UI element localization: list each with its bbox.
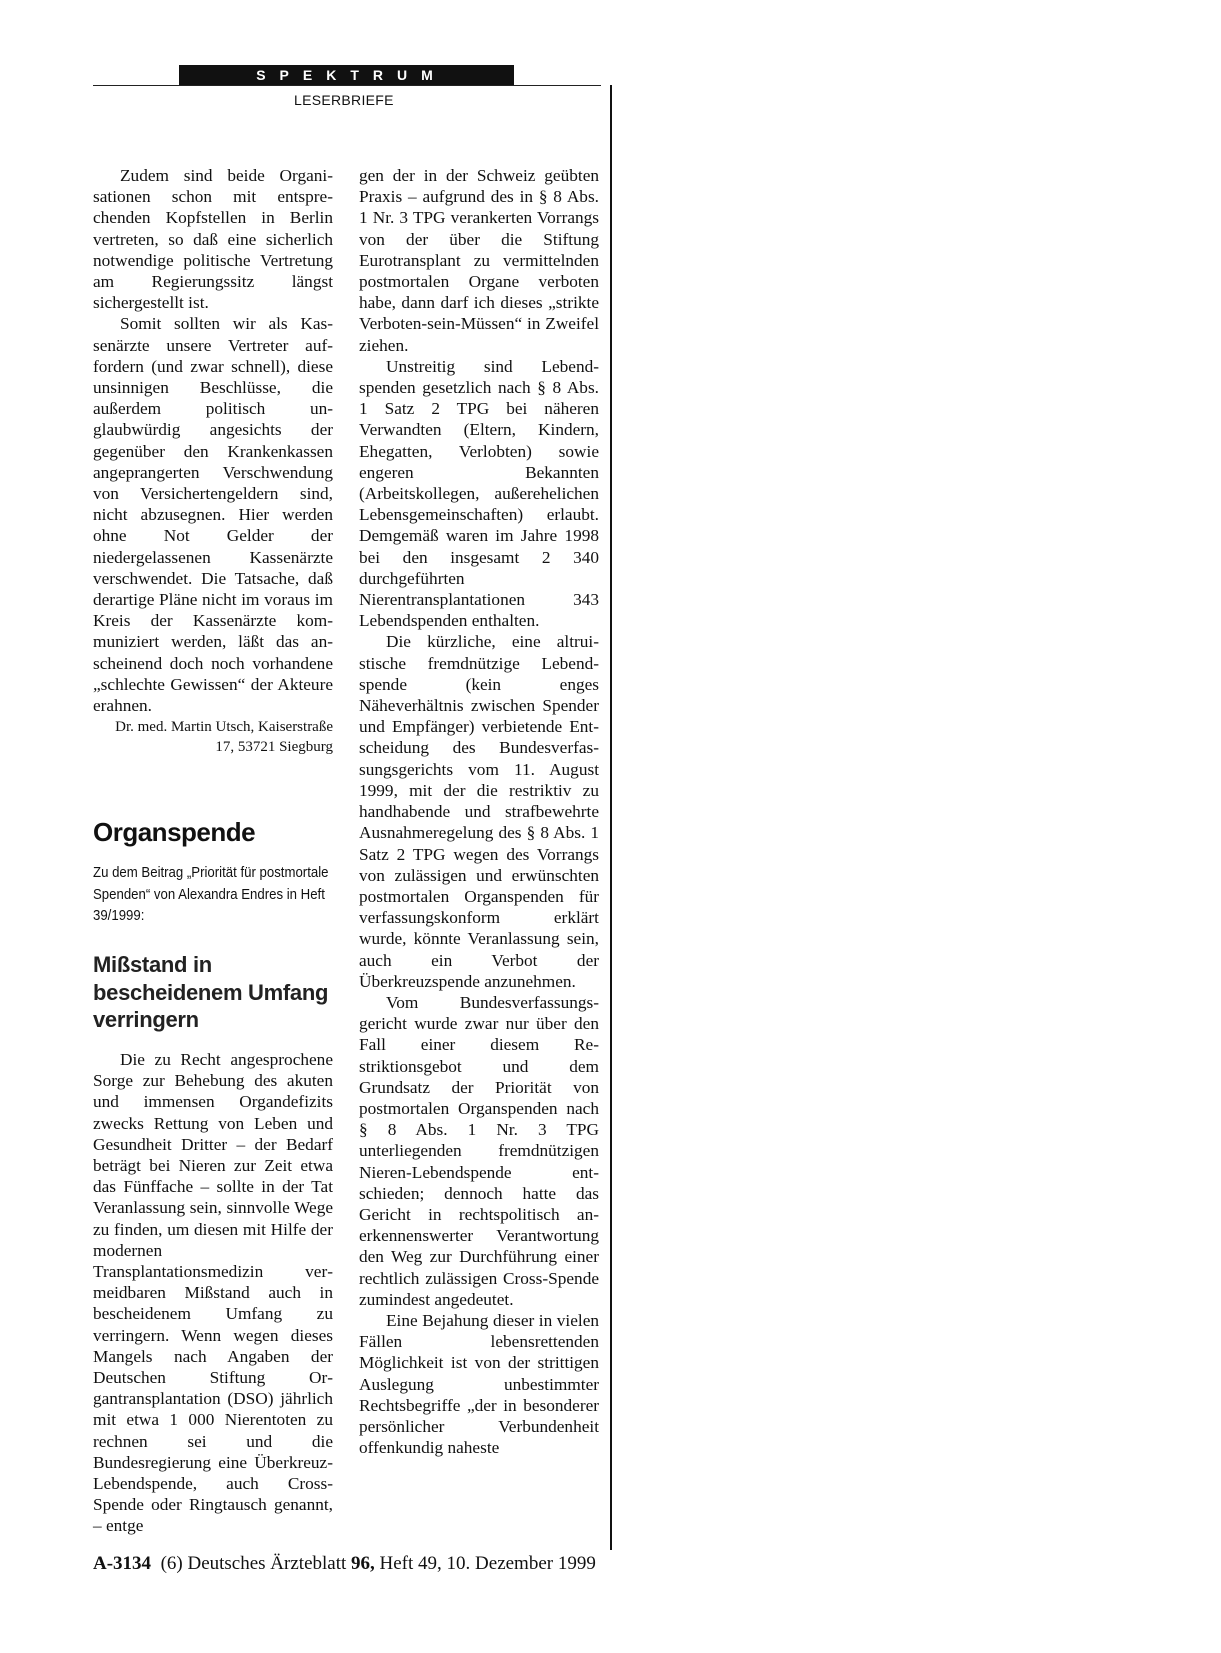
article-reference: Zu dem Beitrag „Priorität für postmortale Spenden“ von Alexandra Endres in Heft 39/1999: (93, 864, 329, 924)
paragraph: Zudem sind beide Organisationen schon mit entsprechenden Kopfstellen in Berlin vertreten, so daß eine sicherlich notwendige politische Vertretung am Regierungssitz längst sichergestellt ist. (93, 166, 333, 313)
section-header: SPEKTRUM (179, 65, 514, 85)
subsection-label: LESERBRIEFE (294, 92, 394, 108)
column-rule (610, 85, 612, 1550)
paragraph: Eine Bejahung dieser in vielen Fällen lebensrettenden Möglichkeit ist von der strittigen Auslegung unbestimmter Rechtsbegriffe „der in besonderer persönlicher Verbundenheit offenkundig naheste (359, 1310, 599, 1458)
left-column-bottom (93, 1049, 333, 1537)
paragraph: Somit sollten wir als Kassenärzte unsere Vertreter auffordern (und zwar schnell), diese unsinnigen Beschlüsse, die außerdem politisch unglaubwürdig angesichts der gegenüber den Krankenkassen angeprangerten Verschwendung von Versichertengeldern sind, nicht abzusegnen. Hier werden ohne Not Gelder der niedergelassenen Kassenärzte verschwendet. Die Tatsache, daß derartige Pläne nicht im voraus im Kreis der Kassenärzte kommuniziert werden, läßt das anscheinend doch noch vorhandene „schlechte Gewissen“ der Akteure erahnen. (93, 314, 333, 716)
header-rule (93, 85, 601, 86)
paragraph: Vom Bundesverfassungsgericht wurde zwar nur über den Fall einer diesem Restriktionsgebot und dem Grundsatz der Priorität von postmortalen Organspenden nach § 8 Abs. 1 Nr. 3 TPG unterliegenden fremdnützigen Nieren-Lebendspende entschieden; dennoch hatte das Gericht in rechtspolitisch anerkennenswerter Verantwortung den Weg zur Durchführung einer rechtlich zulässigen Cross-Spende zumindest angedeutet. (359, 992, 599, 1309)
volume: 96, (351, 1553, 375, 1574)
paragraph: Unstreitig sind Lebendspenden gesetzlich nach § 8 Abs. 1 Satz 2 TPG bei näheren Verwandten (Eltern, Kindern, Ehegatten, Verlobten) sowie engeren Bekannten (Arbeitskollegen, außerehelichen Lebensgemeinschaften) erlaubt. Demgemäß waren im Jahre 1998 bei den insgesamt 2 340 durchgeführten Nierentransplantationen 343 Lebendspenden enthalten. (359, 356, 599, 631)
page-number: (6) (160, 1553, 183, 1574)
letter-headline: Mißstand in bescheidenem Umfang verringern (93, 952, 329, 1032)
page-code: A-3134 (93, 1553, 152, 1574)
paragraph: Die kürzliche, eine altruistische fremdnützige Lebendspende (kein enges Näheverhältnis zwischen Spender und Empfänger) verbietende Entscheidung des Bundesverfassungsgerichts vom 11. August 1999, mit der die restriktiv zu handhabende und strafbewehrte Ausnahmeregelung des § 8 Abs. 1 Satz 2 TPG wegen des Vorrangs von zulässigen und erwünschten postmortalen Organspenden für verfassungskonform erklärt wurde, könnte Veranlassung sein, auch ein Verbot der Überkreuzspende anzunehmen. (359, 632, 599, 991)
page-footer (93, 1553, 596, 1575)
paragraph: gen der in der Schweiz geübten Praxis – aufgrund des in § 8 Abs. 1 Nr. 3 TPG verankerten Vorrangs von der über die Stiftung Eurotransplant zu vermittelnden postmortalen Organe verboten habe, dann darf ich dieses „strikte Verboten-sein-Müssen“ in Zweifel ziehen. (359, 166, 599, 355)
section-title: Organspende (93, 817, 256, 847)
right-column (359, 165, 599, 1458)
letter-signature: Dr. med. Martin Utsch, Kaiserstraße 17, 53721 Siegburg (115, 719, 333, 755)
issue-date: Heft 49, 10. Dezember 1999 (379, 1553, 596, 1574)
left-column-top (93, 165, 333, 757)
paragraph: Die zu Recht angesprochene Sorge zur Behebung des akuten und immensen Organdefizits zwecks Rettung von Leben und Gesundheit Dritter – der Bedarf beträgt bei Nieren zur Zeit etwa das Fünffache – sollte in der Tat Veranlassung sein, sinnvolle Wege zu finden, um diesen mit Hilfe der modernen Transplantationsmedizin vermeidbaren Mißstand auch in bescheidenem Umfang zu verringern. Wenn wegen dieses Mangels nach Angaben der Deutschen Stiftung Organtransplantation (DSO) jährlich mit etwa 1 000 Nierentoten zu rechnen sei und die Bundesregierung eine Überkreuz-Lebendspende, auch Cross-Spende oder Ringtausch genannt, – entge (93, 1050, 333, 1536)
journal-name: Deutsches Ärzteblatt (187, 1553, 347, 1574)
